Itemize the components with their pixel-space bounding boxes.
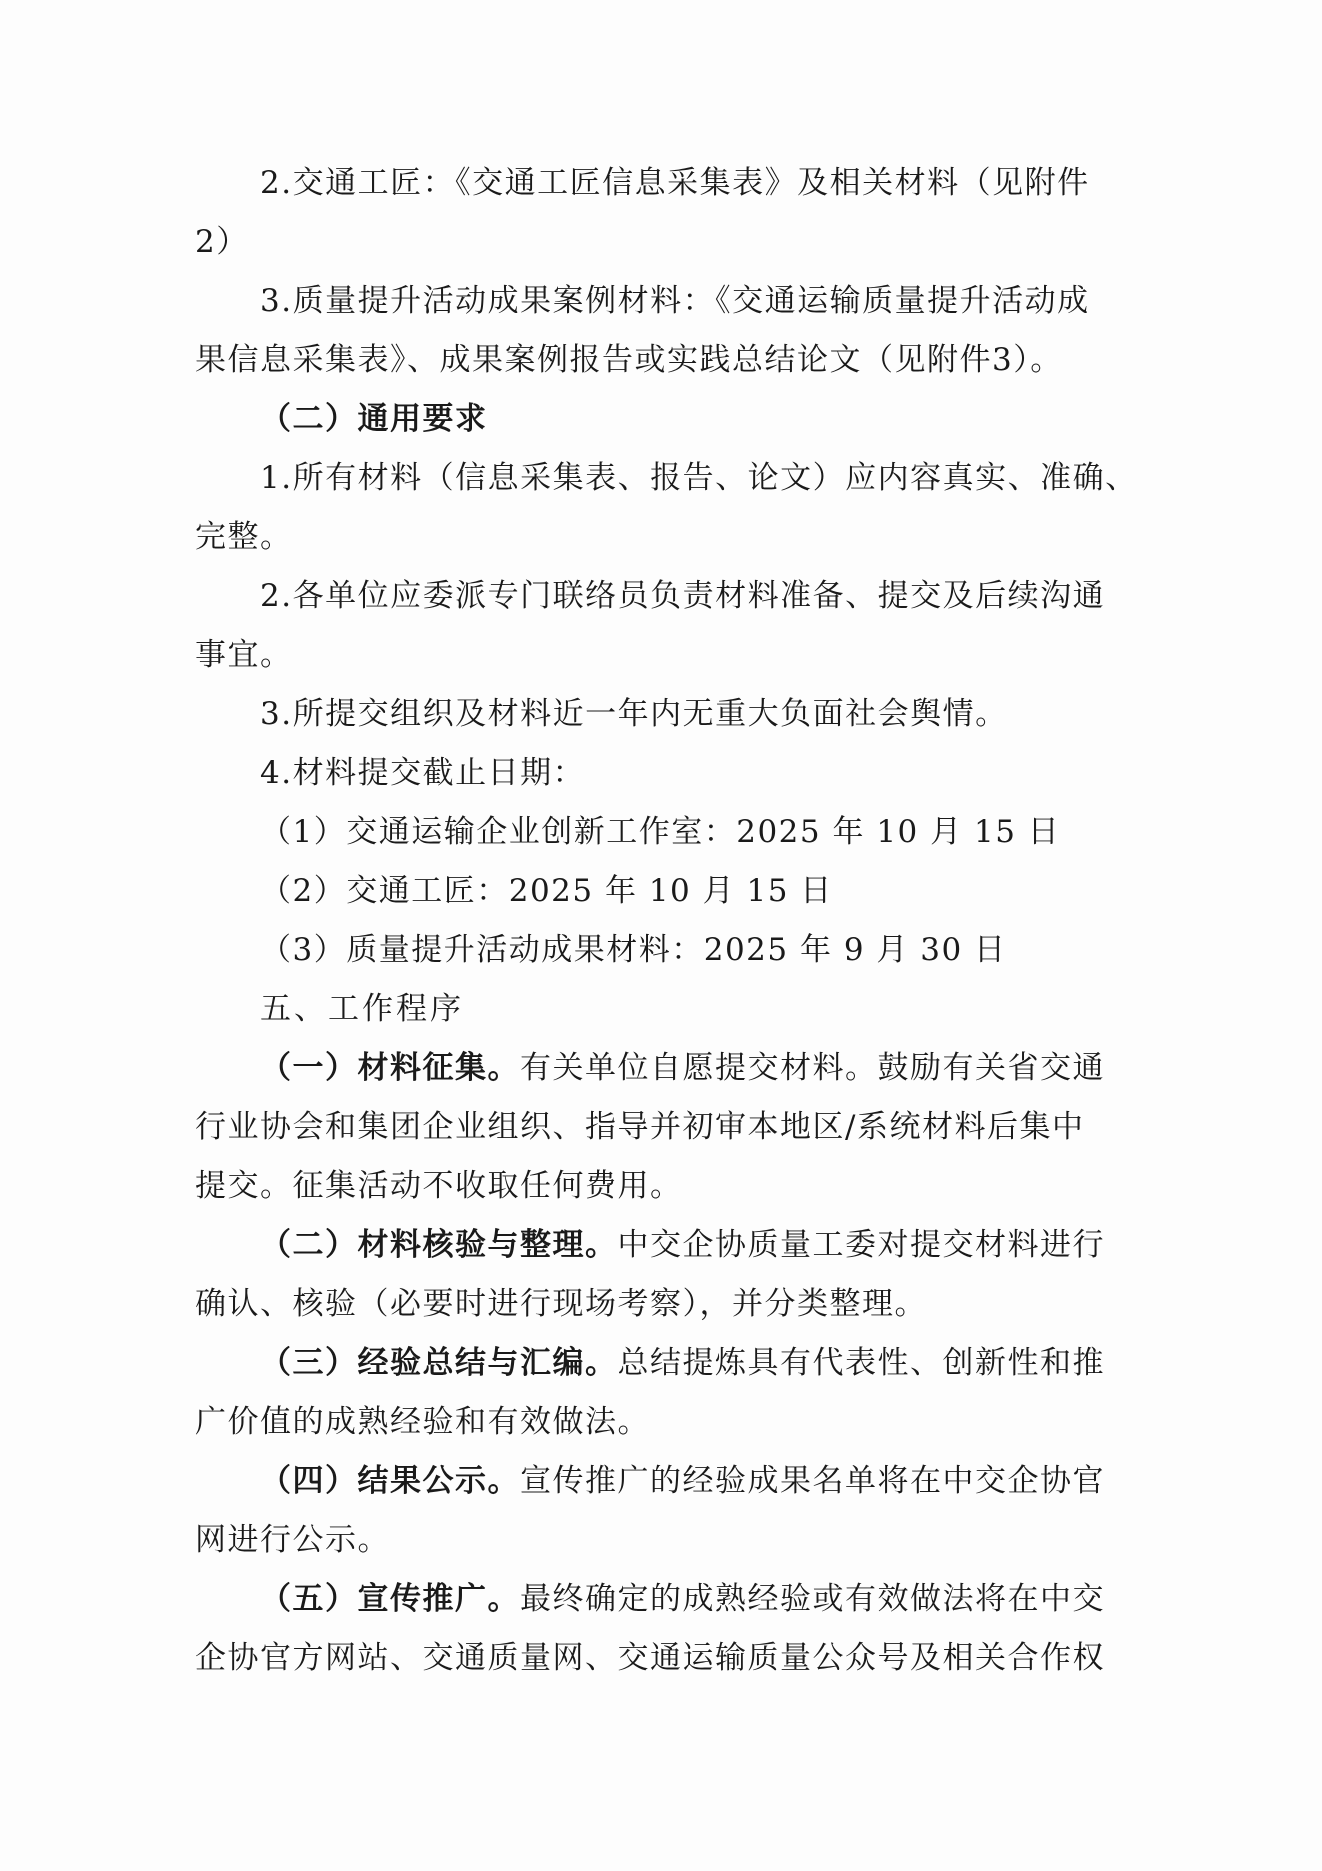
step-2-line-1: （二）材料核验与整理。中交企协质量工委对提交材料进行: [260, 1227, 1105, 1263]
step-3-line-1: （三）经验总结与汇编。总结提炼具有代表性、创新性和推: [260, 1345, 1105, 1381]
req-1-line-2: 完整。: [195, 519, 293, 555]
item-3-line-2: 果信息采集表》、成果案例报告或实践总结论文（见附件3）。: [195, 342, 1063, 378]
step-3-line-2: 广价值的成熟经验和有效做法。: [195, 1404, 650, 1440]
deadline-1: （1）交通运输企业创新工作室：2025 年 10 月 15 日: [260, 814, 1061, 850]
item-2-line-1: 2.交通工匠：《交通工匠信息采集表》及相关材料（见附件: [260, 165, 1090, 201]
req-4: 4.材料提交截止日期：: [260, 755, 586, 791]
item-3-line-1: 3.质量提升活动成果案例材料：《交通运输质量提升活动成: [260, 283, 1090, 319]
deadline-3: （3）质量提升活动成果材料：2025 年 9 月 30 日: [260, 932, 1007, 968]
req-1-line-1: 1.所有材料（信息采集表、报告、论文）应内容真实、准确、: [260, 460, 1138, 496]
step-5-line-2: 企协官方网站、交通质量网、交通运输质量公众号及相关合作权: [195, 1640, 1105, 1676]
step-1-line-3: 提交。征集活动不收取任何费用。: [195, 1168, 683, 1204]
section-heading-general-requirements: （二）通用要求: [260, 401, 488, 437]
req-2-line-2: 事宜。: [195, 637, 293, 673]
section-heading-work-procedure: 五、工作程序: [260, 991, 464, 1027]
step-5-line-1: （五）宣传推广。最终确定的成熟经验或有效做法将在中交: [260, 1581, 1105, 1617]
req-2-line-1: 2.各单位应委派专门联络员负责材料准备、提交及后续沟通: [260, 578, 1106, 614]
step-1-line-2: 行业协会和集团企业组织、指导并初审本地区/系统材料后集中: [195, 1109, 1085, 1145]
deadline-2: （2）交通工匠：2025 年 10 月 15 日: [260, 873, 833, 909]
step-1-line-1: （一）材料征集。有关单位自愿提交材料。鼓励有关省交通: [260, 1050, 1105, 1086]
step-4-line-1: （四）结果公示。宣传推广的经验成果名单将在中交企协官: [260, 1463, 1105, 1499]
item-2-line-2: 2）: [195, 224, 249, 260]
req-3: 3.所提交组织及材料近一年内无重大负面社会舆情。: [260, 696, 1008, 732]
step-2-line-2: 确认、核验（必要时进行现场考察），并分类整理。: [195, 1286, 927, 1322]
step-4-line-2: 网进行公示。: [195, 1522, 390, 1558]
